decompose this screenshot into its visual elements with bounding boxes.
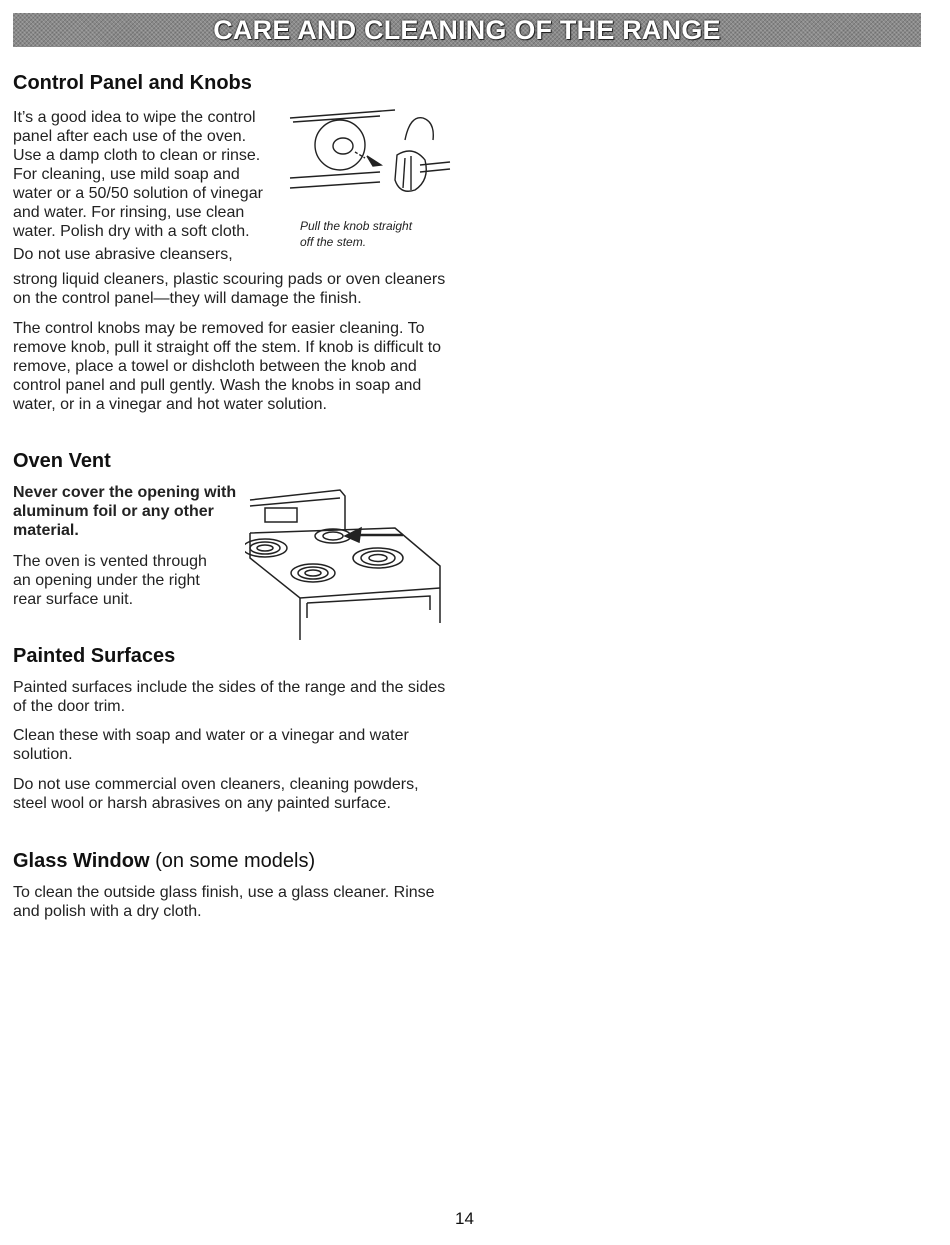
control-panel-para-2: The control knobs may be removed for easier cleaning. To remove knob, pull it straight off the stem. If knob is difficult to remove, place a towel or dishcloth between the knob and control panel and pull gently. Wash the knobs in soap and water, or in a vinegar and hot water solution. [13, 320, 442, 413]
intro-line: water or a 50/50 solution of vinegar [13, 185, 263, 202]
intro-line: panel after each use of the oven. [13, 128, 247, 145]
caption-line: Pull the knob straight [300, 219, 413, 233]
oven-vent-heading: Oven Vent [13, 450, 111, 472]
caption-line: off the stem. [300, 235, 367, 249]
intro-line: Do not use abrasive cleansers, [13, 246, 233, 263]
oven-vent-warning: Never cover the opening with aluminum foil or any other material. [13, 484, 237, 539]
control-panel-intro [13, 108, 303, 264]
intro-line: Use a damp cloth to clean or rinse. [13, 147, 261, 164]
painted-surfaces-heading: Painted Surfaces [13, 645, 176, 667]
glass-window-subtitle: (on some models) [155, 850, 316, 872]
intro-line: and water. For rinsing, use clean [13, 204, 245, 221]
range-vent-illustration [245, 478, 450, 643]
oven-vent-text: The oven is vented through an opening under the right rear surface unit. [13, 553, 207, 608]
control-panel-heading: Control Panel and Knobs [13, 72, 252, 94]
intro-line: For cleaning, use mild soap and [13, 166, 240, 183]
control-panel-para-1-cont: strong liquid cleaners, plastic scouring pads or oven cleaners on the control panel—they will damage the finish. [13, 271, 446, 307]
glass-window-title: Glass Window [13, 850, 150, 872]
painted-surfaces-para-2: Clean these with soap and water or a vinegar and water solution. [13, 727, 409, 763]
intro-line: water. Polish dry with a soft cloth. [13, 223, 250, 240]
painted-surfaces-para-3: Do not use commercial oven cleaners, cleaning powders, steel wool or harsh abrasives on any painted surface. [13, 776, 419, 812]
intro-line: It’s a good idea to wipe the control [13, 109, 256, 126]
section-banner [13, 13, 921, 47]
glass-window-heading [13, 850, 315, 873]
painted-surfaces-para-1: Painted surfaces include the sides of the range and the sides of the door trim. [13, 679, 446, 715]
banner-title: CARE AND CLEANING OF THE RANGE [213, 14, 721, 45]
page-number: 14 [455, 1209, 474, 1228]
glass-window-text: To clean the outside glass finish, use a glass cleaner. Rinse and polish with a dry cloth. [13, 884, 435, 920]
knob-illustration [285, 100, 455, 205]
knob-caption [300, 218, 412, 250]
